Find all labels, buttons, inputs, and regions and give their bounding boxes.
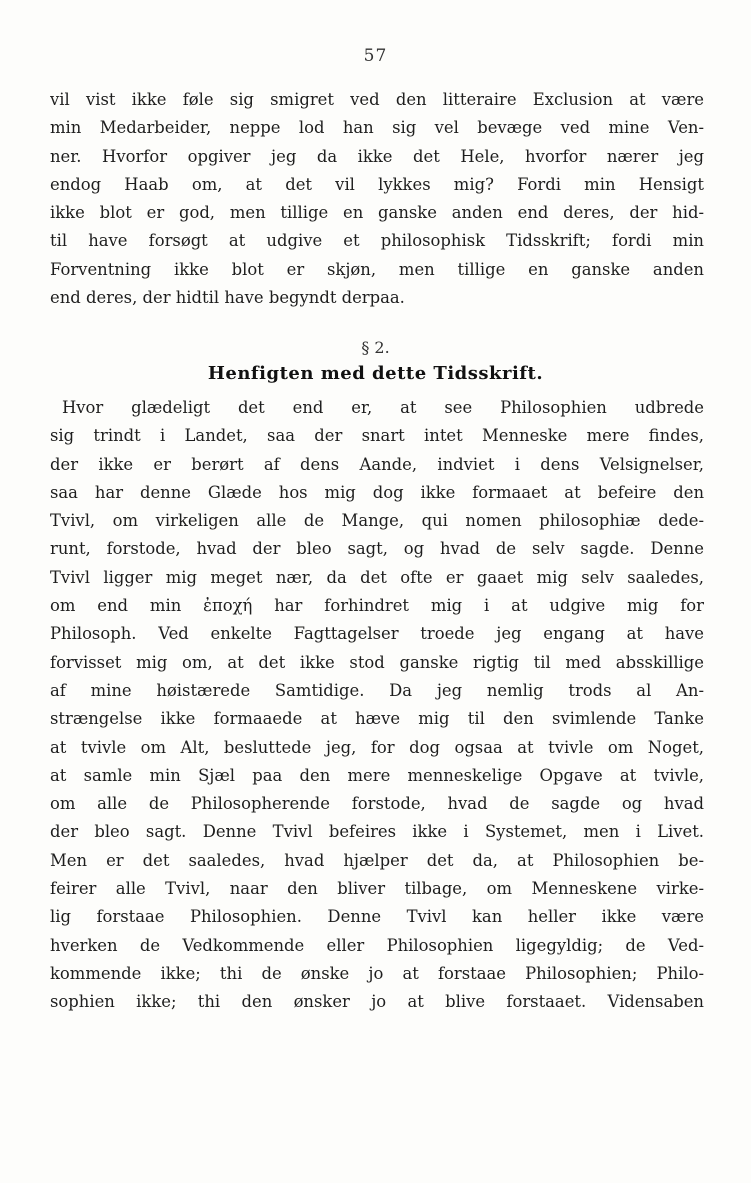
text-line: feirer alle Tvivl, naar den bliver tilbage, om Menneskene virke- [50, 879, 704, 899]
text-line: Tvivl ligger mig meget nær, da det ofte er gaaet mig selv saaledes, [50, 567, 704, 587]
text-line: end deres, der hidtil have begyndt derpaa. [50, 288, 405, 308]
text-line: ner. Hvorfor opgiver jeg da ikke det Hele, hvorfor nærer jeg [50, 146, 704, 166]
text-line: min Medarbeider, neppe lod han sig vel bevæge ved mine Ven- [50, 118, 704, 138]
text-line: Hvor glædeligt det end er, at see Philosophien udbrede [62, 398, 704, 417]
page-number: 57 [363, 46, 388, 66]
text-line: om end min ἐποχή har forhindret mig i at udgive mig for [50, 596, 704, 616]
text-line: endog Haab om, at det vil lykkes mig? Fordi min Hensigt [50, 174, 704, 194]
text-line: hverken de Vedkommende eller Philosophien ligegyldig; de Ved- [50, 935, 704, 955]
text-line: at samle min Sjæl paa den mere menneskelige Opgave at tvivle, [50, 765, 704, 785]
text-line: strængelse ikke formaaede at hæve mig til den svimlende Tanke [50, 709, 704, 729]
text-line: til have forsøgt at udgive et philosophisk Tidsskrift; fordi min [50, 231, 704, 251]
text-line: der ikke er berørt af dens Aande, indviet i dens Velsignelser, [50, 454, 704, 474]
section-heading: Henfigten med dette Tidsskrift. [207, 363, 544, 384]
text-line: saa har denne Glæde hos mig dog ikke formaaet at befeire den [50, 482, 704, 502]
text-line: sig trindt i Landet, saa der snart intet Menneske mere findes, [50, 426, 704, 446]
text-line: der bleo sagt. Denne Tvivl befeires ikke i Systemet, men i Livet. [50, 822, 704, 842]
text-line: at tvivle om Alt, besluttede jeg, for dog ogsaa at tvivle om Noget, [50, 737, 704, 757]
section-number: § 2. [361, 338, 390, 357]
text-line: af mine høistærede Samtidige. Da jeg nemlig trods al An- [50, 680, 704, 700]
intro-paragraph [50, 86, 704, 312]
text-line: runt, forstode, hvad der bleo sagt, og hvad de selv sagde. Denne [50, 539, 704, 559]
text-line: Philosoph. Ved enkelte Fagttagelser troede jeg engang at have [50, 624, 704, 644]
text-line: sophien ikke; thi den ønsker jo at blive forstaaet. Vidensaben [50, 992, 704, 1012]
text-line: vil vist ikke føle sig smigret ved den litteraire Exclusion at være [50, 90, 704, 109]
text-line: forvisset mig om, at det ikke stod ganske rigtig til med absskillige [50, 652, 704, 672]
text-line: Forventning ikke blot er skjøn, men tillige en ganske anden [50, 259, 704, 279]
text-line: Men er det saaledes, hvad hjælper det da, at Philosophien be- [50, 850, 704, 870]
text-line: lig forstaae Philosophien. Denne Tvivl kan heller ikke være [50, 907, 704, 927]
text-line: Tvivl, om virkeligen alle de Mange, qui nomen philosophiæ dede- [50, 511, 704, 531]
text-line: ikke blot er god, men tillige en ganske anden end deres, der hid- [50, 203, 704, 223]
text-line: kommende ikke; thi de ønske jo at forstaae Philosophien; Philo- [50, 963, 704, 983]
body-paragraph [50, 394, 704, 1017]
text-line: om alle de Philosopherende forstode, hvad de sagde og hvad [50, 794, 704, 814]
